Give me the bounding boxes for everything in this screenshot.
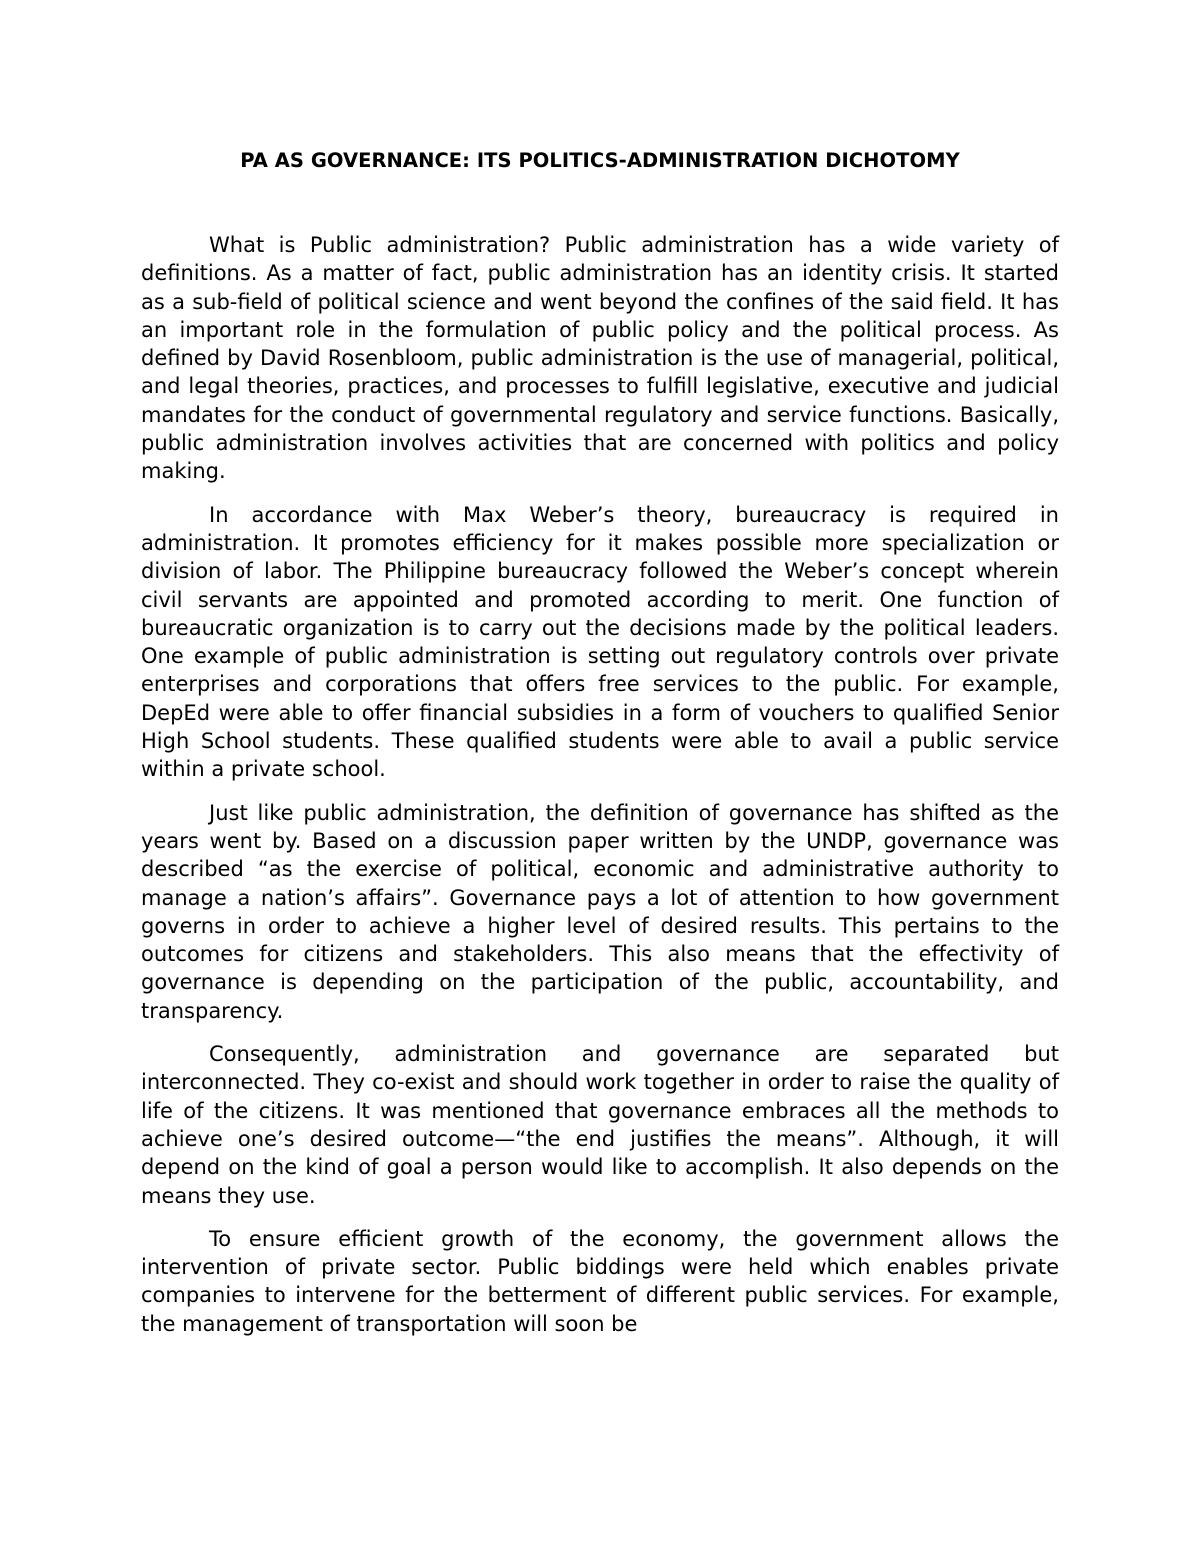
paragraph-private-sector: To ensure efficient growth of the economy, the government allows the intervention of private sector. Public biddings were held which enables private companies to intervene for the betterment of different public services. For example, the management of transportation will soon be: [141, 1226, 1059, 1336]
paragraph-public-administration: What is Public administration? Public administration has a wide variety of definitions. As a matter of fact, public administration has an identity crisis. It started as a sub-field of political science and went beyond the confines of the said field. It has an important role in the formulation of public policy and the political process. As defined by David Rosenbloom, public administration is the use of managerial, political, and legal theories, practices, and processes to fulfill legislative, executive and judicial mandates for the conduct of governmental regulatory and service functions. Basically, public administration involves activities that are concerned with politics and policy making.: [141, 233, 1059, 484]
document-body: [141, 231, 1059, 1353]
paragraph-administration-governance: Consequently, administration and governance are separated but interconnected. They co-exist and should work together in order to raise the quality of life of the citizens. It was mentioned that governance embraces all the methods to achieve one’s desired outcome—“the end justifies the means”. Although, it will depend on the kind of goal a person would like to accomplish. It also depends on the means they use.: [141, 1042, 1059, 1208]
document-title: PA AS GOVERNANCE: ITS POLITICS-ADMINISTRATION DICHOTOMY: [240, 149, 960, 172]
paragraph-governance-definition: Just like public administration, the definition of governance has shifted as the years went by. Based on a discussion paper written by the UNDP, governance was described “as the exercise of political, economic and administrative authority to manage a nation’s affairs”. Governance pays a lot of attention to how government governs in order to achieve a higher level of desired results. This pertains to the outcomes for citizens and stakeholders. This also means that the effectivity of governance is depending on the participation of the public, accountability, and transparency.: [141, 800, 1059, 1023]
paragraph-weber-bureaucracy: In accordance with Max Weber’s theory, bureaucracy is required in administration. It promotes efficiency for it makes possible more specialization or division of labor. The Philippine bureaucracy followed the Weber’s concept wherein civil servants are appointed and promoted according to merit. One function of bureaucratic organization is to carry out the decisions made by the political leaders. One example of public administration is setting out regulatory controls over private enterprises and corporations that offers free services to the public. For example, DepEd were able to offer financial subsidies in a form of vouchers to qualified Senior High School students. These qualified students were able to avail a public service within a private school.: [141, 502, 1059, 782]
